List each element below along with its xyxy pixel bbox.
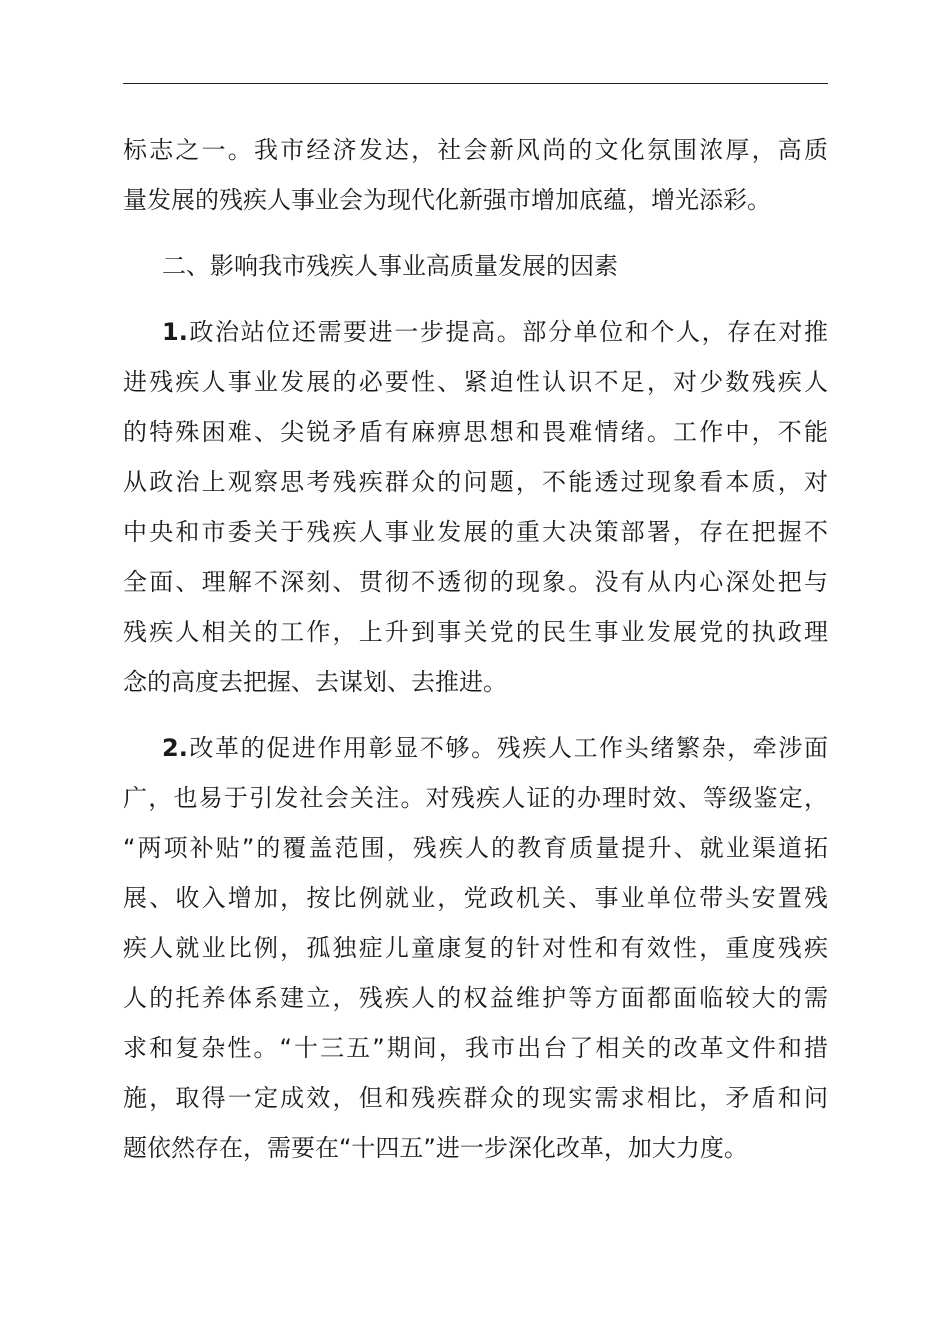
paragraph-line: 量发展的残疾人事业会为现代化新强市增加底蕴，增光添彩。 [123,186,771,214]
paragraph-line: 求和复杂性。“十三五”期间，我市出台了相关的改革文件和措 [123,1034,828,1062]
paragraph-line: 全面、理解不深刻、贯彻不透彻的现象。没有从内心深处把与 [123,568,828,596]
paragraph-line: 的特殊困难、尖锐矛盾有麻痹思想和畏难情绪。工作中，不能 [123,418,828,446]
point-number: 1. [162,318,188,346]
paragraph-line: 展、收入增加，按比例就业，党政机关、事业单位带头安置残 [123,884,828,912]
point-number: 2. [162,734,188,762]
document-body [123,125,828,1173]
paragraph-line: 进残疾人事业发展的必要性、紧迫性认识不足，对少数残疾人 [123,368,828,396]
continuation-paragraph [123,125,828,225]
paragraph-line: 标志之一。我市经济发达，社会新风尚的文化氛围浓厚，高质 [123,136,828,164]
header-rule [123,83,828,84]
paragraph-line [123,307,828,357]
paragraph-line [123,723,828,773]
paragraph-line: 从政治上观察思考残疾群众的问题，不能透过现象看本质，对 [123,468,828,496]
paragraph-text: 改革的促进作用彰显不够。残疾人工作头绪繁杂，牵涉面 [187,734,828,762]
paragraph-line: 念的高度去把握、去谋划、去推进。 [123,668,507,696]
point-2-paragraph [123,723,828,1173]
paragraph-line: 题依然存在，需要在“十四五”进一步深化改革，加大力度。 [123,1134,748,1162]
paragraph-line: “两项补贴”的覆盖范围，残疾人的教育质量提升、就业渠道拓 [123,834,828,862]
point-1-paragraph [123,307,828,707]
paragraph-line: 施，取得一定成效，但和残疾群众的现实需求相比，矛盾和问 [123,1084,828,1112]
paragraph-line: 人的托养体系建立，残疾人的权益维护等方面都面临较大的需 [123,984,828,1012]
paragraph-text: 政治站位还需要进一步提高。部分单位和个人，存在对推 [187,318,828,346]
section-heading: 二、影响我市残疾人事业高质量发展的因素 [162,252,618,280]
paragraph-line: 中央和市委关于残疾人事业发展的重大决策部署，存在把握不 [123,518,828,546]
paragraph-line: 疾人就业比例，孤独症儿童康复的针对性和有效性，重度残疾 [123,934,828,962]
paragraph-line: 残疾人相关的工作，上升到事关党的民生事业发展党的执政理 [123,618,828,646]
paragraph-line: 广，也易于引发社会关注。对残疾人证的办理时效、等级鉴定， [123,784,828,812]
